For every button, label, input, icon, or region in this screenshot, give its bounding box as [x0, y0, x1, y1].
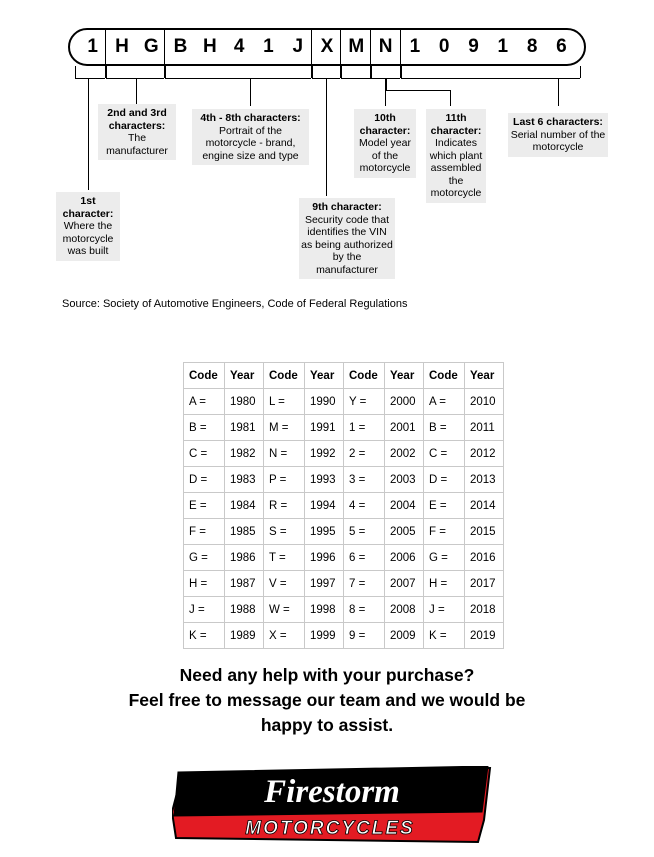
cell-year: 2014 [465, 493, 504, 519]
cell-year: 2013 [465, 467, 504, 493]
bracket-line [401, 78, 580, 79]
leader-line [580, 66, 581, 78]
cell-year: 1984 [225, 493, 264, 519]
source-note: Source: Society of Automotive Engineers, Code of Federal Regulations [62, 298, 408, 310]
vin-separator [400, 30, 401, 64]
cell-code: A = [424, 389, 465, 415]
vin-char: 0 [438, 36, 450, 57]
cell-code: B = [424, 415, 465, 441]
leader-line [341, 66, 342, 78]
leader-line [250, 78, 251, 106]
cell-code: S = [264, 519, 305, 545]
cell-code: V = [264, 571, 305, 597]
cell-code: J = [184, 597, 225, 623]
cell-year: 1992 [305, 441, 344, 467]
callout-title: 1st character: [62, 195, 114, 220]
cell-code: K = [424, 623, 465, 649]
leader-line [75, 66, 76, 78]
cell-code: E = [184, 493, 225, 519]
vin-char: 8 [526, 36, 538, 57]
cell-year: 1998 [305, 597, 344, 623]
callout-body: Security code that identifies the VIN as being authorized by the manufacturer [301, 213, 393, 276]
cell-code: 7 = [344, 571, 385, 597]
table-row [184, 597, 504, 623]
cell-code: P = [264, 467, 305, 493]
cell-code: 2 = [344, 441, 385, 467]
cell-code: K = [184, 623, 225, 649]
cell-code: G = [424, 545, 465, 571]
help-message [0, 663, 654, 738]
cell-year: 1997 [305, 571, 344, 597]
cell-year: 2016 [465, 545, 504, 571]
logo-subtitle-text: MOTORCYCLES [245, 818, 415, 839]
leader-line [401, 66, 402, 78]
bracket-line [75, 78, 105, 79]
cell-code: A = [184, 389, 225, 415]
callout-last-six-characters [508, 113, 608, 157]
logo-brand-text: Firestorm [264, 774, 400, 810]
table-row [184, 415, 504, 441]
cell-year: 2009 [385, 623, 424, 649]
vin-char: X [320, 36, 334, 57]
callout-body: Where the motorcycle was built [62, 220, 114, 257]
table-row [184, 545, 504, 571]
leader-line [386, 78, 387, 90]
vin-char: G [143, 36, 159, 57]
cell-code: G = [184, 545, 225, 571]
cell-year: 2005 [385, 519, 424, 545]
vin-separator [340, 30, 341, 64]
callout-title: 10th character: [359, 112, 411, 137]
column-header: Code [184, 363, 225, 389]
callout-second-third-characters [98, 104, 176, 160]
cell-code: W = [264, 597, 305, 623]
vin-char: 1 [263, 36, 274, 57]
firestorm-logo [172, 766, 492, 844]
leader-line [558, 78, 559, 106]
column-header: Year [465, 363, 504, 389]
cell-year: 2018 [465, 597, 504, 623]
cell-year: 2017 [465, 571, 504, 597]
vin-char: 6 [556, 36, 567, 57]
cell-code: X = [264, 623, 305, 649]
cell-code: 6 = [344, 545, 385, 571]
table-header-row [184, 363, 504, 389]
column-header: Code [424, 363, 465, 389]
cell-year: 2015 [465, 519, 504, 545]
leader-line [165, 66, 166, 78]
column-header: Year [225, 363, 264, 389]
cell-code: 9 = [344, 623, 385, 649]
cell-year: 1985 [225, 519, 264, 545]
cell-code: F = [424, 519, 465, 545]
vin-char: N [378, 36, 393, 57]
callout-first-character [56, 192, 120, 261]
help-line-3: happy to assist. [260, 715, 394, 735]
callout-tenth-character [354, 109, 416, 178]
cell-year: 2010 [465, 389, 504, 415]
cell-code: T = [264, 545, 305, 571]
callout-body: Model year of the motorcycle [359, 137, 411, 174]
callout-title: Last 6 characters: [513, 116, 603, 128]
cell-code: 4 = [344, 493, 385, 519]
cell-code: N = [264, 441, 305, 467]
cell-year: 2003 [385, 467, 424, 493]
vin-char: 1 [87, 36, 98, 57]
leader-line [88, 78, 89, 190]
cell-year: 2002 [385, 441, 424, 467]
vin-separator [105, 30, 106, 64]
cell-year: 1996 [305, 545, 344, 571]
cell-year: 2011 [465, 415, 504, 441]
bracket-line [165, 78, 311, 79]
callout-title: 2nd and 3rd characters: [107, 107, 167, 132]
callout-fourth-eighth-characters [192, 109, 309, 165]
help-line-1: Need any help with your purchase? [179, 665, 475, 685]
cell-year: 2019 [465, 623, 504, 649]
table-row [184, 493, 504, 519]
vin-separator [370, 30, 371, 64]
callout-title: 11th character: [430, 112, 482, 137]
column-header: Year [385, 363, 424, 389]
cell-year: 1995 [305, 519, 344, 545]
cell-code: Y = [344, 389, 385, 415]
cell-code: E = [424, 493, 465, 519]
cell-code: R = [264, 493, 305, 519]
cell-year: 2012 [465, 441, 504, 467]
cell-year: 1989 [225, 623, 264, 649]
callout-body: Serial number of the motorcycle [510, 128, 606, 153]
vin-char: 1 [497, 36, 509, 57]
cell-code: D = [424, 467, 465, 493]
vin-char: B [173, 36, 188, 57]
column-header: Code [344, 363, 385, 389]
cell-code: 1 = [344, 415, 385, 441]
cell-code: H = [424, 571, 465, 597]
model-year-code-table [183, 362, 504, 649]
callout-body: The manufacturer [106, 132, 168, 157]
cell-code: J = [424, 597, 465, 623]
cell-year: 1980 [225, 389, 264, 415]
cell-year: 2004 [385, 493, 424, 519]
cell-year: 1993 [305, 467, 344, 493]
callout-title: 4th - 8th characters: [200, 112, 301, 124]
leader-line [326, 78, 327, 196]
cell-year: 1991 [305, 415, 344, 441]
cell-year: 1983 [225, 467, 264, 493]
vin-char: M [348, 36, 365, 57]
callout-body: Indicates which plant assembled the motorcycle [429, 137, 483, 199]
leader-line [312, 66, 313, 78]
vin-char: J [292, 36, 304, 57]
cell-code: H = [184, 571, 225, 597]
cell-code: F = [184, 519, 225, 545]
cell-year: 2007 [385, 571, 424, 597]
leader-line [450, 90, 451, 106]
cell-year: 1994 [305, 493, 344, 519]
leader-line [136, 78, 137, 106]
cell-year: 1990 [305, 389, 344, 415]
vin-char: 4 [233, 36, 245, 57]
cell-year: 1988 [225, 597, 264, 623]
cell-year: 1986 [225, 545, 264, 571]
vin-char: 1 [409, 36, 421, 57]
leader-line [371, 66, 372, 78]
cell-code: 3 = [344, 467, 385, 493]
cell-code: C = [184, 441, 225, 467]
table-row [184, 519, 504, 545]
vin-separator [311, 30, 312, 64]
cell-year: 2000 [385, 389, 424, 415]
bracket-line [106, 78, 164, 79]
cell-code: C = [424, 441, 465, 467]
vin-separator [164, 30, 165, 64]
cell-code: M = [264, 415, 305, 441]
table-row [184, 389, 504, 415]
vin-char: 9 [468, 36, 479, 57]
callout-body: Portrait of the motorcycle - brand, engine size and type [202, 124, 299, 162]
column-header: Code [264, 363, 305, 389]
callout-eleventh-character [426, 109, 486, 203]
cell-year: 2006 [385, 545, 424, 571]
vin-char: H [115, 36, 129, 57]
cell-year: 1982 [225, 441, 264, 467]
callout-ninth-character [299, 198, 395, 279]
table-row [184, 467, 504, 493]
bracket-line [386, 90, 450, 91]
help-line-2: Feel free to message our team and we would be [128, 690, 526, 710]
cell-year: 2001 [385, 415, 424, 441]
cell-code: 5 = [344, 519, 385, 545]
table-row [184, 623, 504, 649]
vin-char: H [202, 36, 217, 57]
vin-characters [68, 28, 586, 66]
table-row [184, 571, 504, 597]
callout-title: 9th character: [312, 201, 382, 213]
cell-code: 8 = [344, 597, 385, 623]
cell-code: B = [184, 415, 225, 441]
cell-year: 1999 [305, 623, 344, 649]
leader-line [106, 66, 107, 78]
cell-code: D = [184, 467, 225, 493]
cell-year: 1981 [225, 415, 264, 441]
cell-year: 1987 [225, 571, 264, 597]
cell-year: 2008 [385, 597, 424, 623]
table-row [184, 441, 504, 467]
cell-code: L = [264, 389, 305, 415]
column-header: Year [305, 363, 344, 389]
